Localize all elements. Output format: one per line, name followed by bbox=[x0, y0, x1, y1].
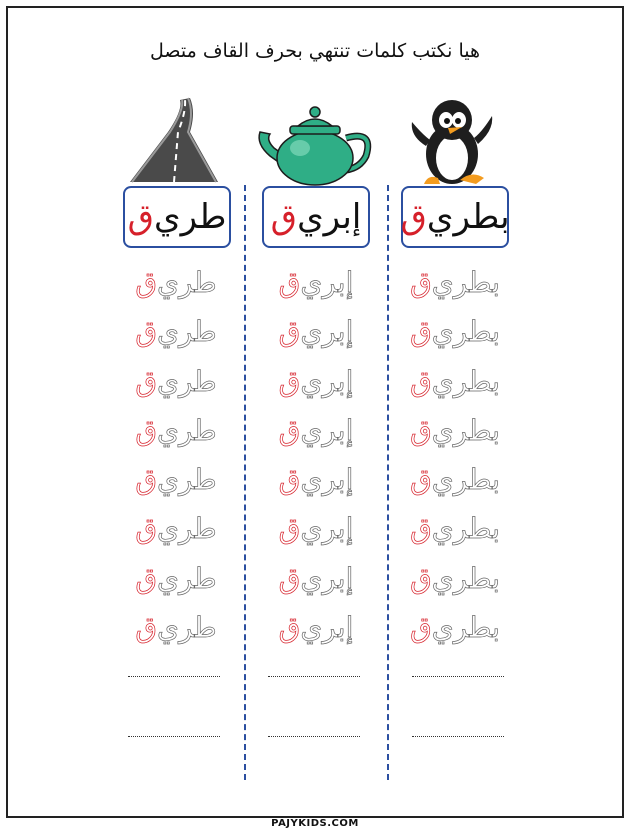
trace-word-base: بطري bbox=[431, 610, 500, 644]
trace-word-base: طري bbox=[157, 413, 217, 447]
word-end-letter: ق bbox=[127, 197, 154, 237]
trace-word-end-letter: ق bbox=[278, 314, 301, 348]
trace-word-end-letter: ق bbox=[135, 561, 158, 595]
penguin-icon bbox=[406, 94, 498, 192]
trace-word bbox=[262, 361, 370, 401]
trace-word-base: بطري bbox=[431, 561, 500, 595]
trace-word bbox=[262, 262, 370, 302]
trace-word-base: إبري bbox=[300, 561, 354, 595]
trace-word bbox=[262, 311, 370, 351]
trace-word-base: طري bbox=[157, 511, 217, 545]
trace-word bbox=[400, 410, 510, 450]
trace-word-base: طري bbox=[157, 265, 217, 299]
word-base: بطري bbox=[426, 197, 510, 237]
trace-word-end-letter: ق bbox=[278, 413, 301, 447]
word-base: طري bbox=[153, 197, 227, 237]
trace-word-end-letter: ق bbox=[135, 610, 158, 644]
trace-word-base: بطري bbox=[431, 413, 500, 447]
trace-word-end-letter: ق bbox=[135, 462, 158, 496]
trace-word-end-letter: ق bbox=[410, 561, 432, 595]
trace-word-end-letter: ق bbox=[410, 413, 432, 447]
trace-word-base: بطري bbox=[431, 314, 500, 348]
trace-word-end-letter: ق bbox=[410, 314, 432, 348]
trace-word-end-letter: ق bbox=[135, 413, 158, 447]
site-footer bbox=[0, 811, 630, 828]
trace-word-end-letter: ق bbox=[278, 462, 301, 496]
trace-word bbox=[122, 262, 230, 302]
trace-word bbox=[122, 607, 230, 647]
trace-word bbox=[122, 311, 230, 351]
trace-word-base: بطري bbox=[431, 462, 500, 496]
trace-word-base: طري bbox=[157, 610, 217, 644]
trace-word bbox=[122, 361, 230, 401]
word-end-letter: ق bbox=[270, 197, 298, 237]
writing-line[interactable] bbox=[268, 736, 360, 737]
road-icon bbox=[128, 92, 220, 184]
word-base: إبري bbox=[297, 197, 362, 237]
trace-word-base: بطري bbox=[431, 511, 500, 545]
trace-word-end-letter: ق bbox=[135, 364, 158, 398]
trace-word bbox=[400, 558, 510, 598]
trace-word-end-letter: ق bbox=[410, 265, 432, 299]
trace-word-end-letter: ق bbox=[410, 610, 432, 644]
trace-word bbox=[262, 607, 370, 647]
trace-word-base: طري bbox=[157, 314, 217, 348]
writing-line[interactable] bbox=[128, 736, 220, 737]
trace-word bbox=[262, 558, 370, 598]
trace-word-base: بطري bbox=[431, 364, 500, 398]
trace-word bbox=[122, 410, 230, 450]
writing-line[interactable] bbox=[412, 676, 504, 677]
trace-word bbox=[400, 361, 510, 401]
trace-word bbox=[262, 410, 370, 450]
trace-word bbox=[122, 558, 230, 598]
trace-word bbox=[262, 459, 370, 499]
word-end-letter: ق bbox=[400, 197, 427, 237]
word-box-teapot bbox=[262, 186, 370, 248]
trace-word bbox=[122, 508, 230, 548]
column-divider-left bbox=[244, 185, 246, 780]
trace-word-base: إبري bbox=[300, 314, 354, 348]
trace-word-base: إبري bbox=[300, 413, 354, 447]
trace-word bbox=[400, 262, 510, 302]
footer-text: PAJYKIDS.COM bbox=[265, 818, 365, 828]
trace-word-end-letter: ق bbox=[278, 265, 301, 299]
writing-line[interactable] bbox=[128, 676, 220, 677]
trace-word-end-letter: ق bbox=[410, 462, 432, 496]
trace-word-end-letter: ق bbox=[135, 511, 158, 545]
trace-word bbox=[122, 459, 230, 499]
trace-word-base: بطري bbox=[431, 265, 500, 299]
worksheet-title: هيا نكتب كلمات تنتهي بحرف القاف متصل bbox=[150, 40, 480, 62]
trace-word-base: طري bbox=[157, 561, 217, 595]
trace-word-base: إبري bbox=[300, 610, 354, 644]
trace-word-base: إبري bbox=[300, 265, 354, 299]
trace-word-base: طري bbox=[157, 364, 217, 398]
trace-word bbox=[400, 508, 510, 548]
trace-word-end-letter: ق bbox=[410, 364, 432, 398]
teapot-icon bbox=[250, 104, 378, 186]
trace-word bbox=[400, 459, 510, 499]
trace-word-end-letter: ق bbox=[278, 561, 301, 595]
trace-word-end-letter: ق bbox=[135, 314, 158, 348]
trace-word-base: إبري bbox=[300, 364, 354, 398]
trace-word bbox=[400, 311, 510, 351]
trace-word-end-letter: ق bbox=[278, 610, 301, 644]
trace-word bbox=[400, 607, 510, 647]
word-box-road bbox=[123, 186, 231, 248]
trace-word bbox=[262, 508, 370, 548]
word-box-penguin bbox=[401, 186, 509, 248]
writing-line[interactable] bbox=[268, 676, 360, 677]
trace-word-end-letter: ق bbox=[410, 511, 432, 545]
trace-word-end-letter: ق bbox=[278, 511, 301, 545]
trace-word-base: إبري bbox=[300, 462, 354, 496]
trace-word-end-letter: ق bbox=[135, 265, 158, 299]
trace-word-end-letter: ق bbox=[278, 364, 301, 398]
trace-word-base: إبري bbox=[300, 511, 354, 545]
writing-line[interactable] bbox=[412, 736, 504, 737]
trace-word-base: طري bbox=[157, 462, 217, 496]
column-divider-right bbox=[387, 185, 389, 780]
